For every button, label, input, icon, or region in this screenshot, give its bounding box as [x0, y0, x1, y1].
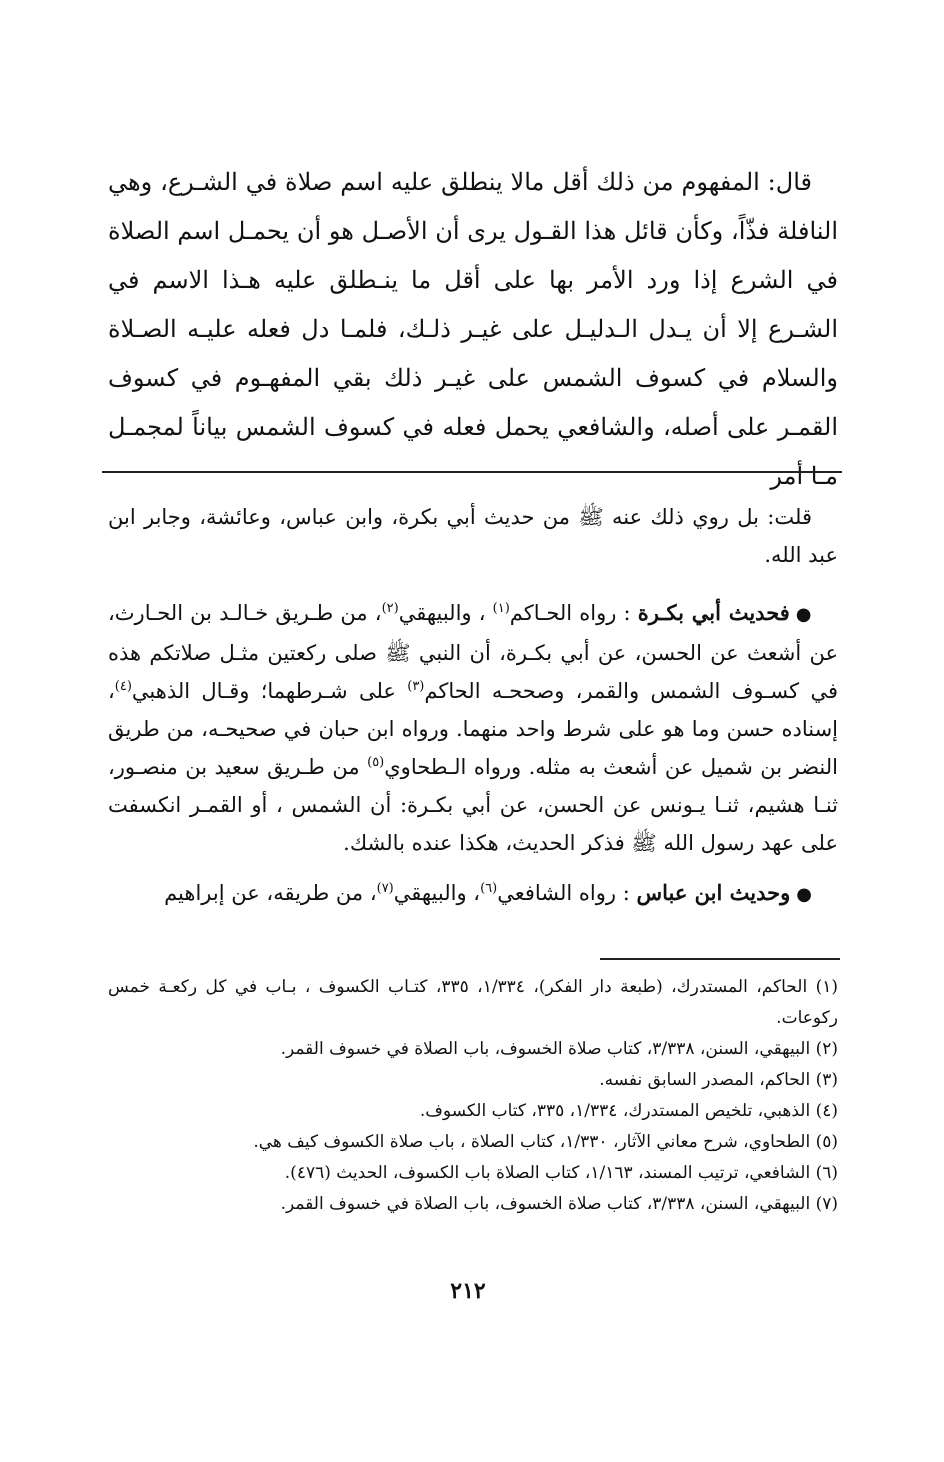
bullet-icon: ●	[796, 884, 812, 905]
bullet-icon: ●	[795, 604, 812, 625]
abi-bakra-heading: فحديث أبي بكـرة	[637, 600, 790, 625]
page-number	[0, 1278, 944, 1304]
footnote-ref: (٣)	[407, 679, 425, 694]
section-divider	[102, 471, 842, 473]
footnotes-block	[108, 972, 838, 1220]
footnotes-divider	[600, 958, 840, 960]
text-segment: ، والبيهقي	[398, 601, 493, 625]
ibn-abbas-heading: وحديث ابن عباس	[636, 880, 791, 905]
footnote-ref: (٤)	[114, 679, 132, 694]
text-segment: على شـرطهما؛ وقـال الذهبي	[131, 679, 408, 703]
text-segment: ، إسناده حسن وما هو على شرط واحد منهما. ورواه ابن حبان في صحيحـه، من طريق النضر بن شميل عن أشعث به مثله. ورواه الـطحاوي	[108, 679, 838, 779]
footnote-7: (٧) البيهقي، السنن، ٣/٣٣٨، كتاب صلاة الخسوف، باب الصلاة في خسوف القمر.	[280, 1194, 838, 1214]
abi-bakra-paragraph	[108, 594, 838, 862]
footnote-ref: (٦)	[480, 881, 498, 896]
text-segment: ، من طـريق خـالـد بن الحـارث، عن أشعث عن الحسن، عن أبي بكـرة، أن النبي ﷺ صلى ركعتين مثـل صلاتكم هذه في كسـوف الشمس والقمر، وصححـه الحاكم	[108, 601, 838, 703]
text-segment: : رواه الحـاكم	[509, 601, 638, 625]
footnote-6: (٦) الشافعي، ترتيب المسند، ١/١٦٣، كتاب الصلاة باب الكسوف، الحديث (٤٧٦).	[284, 1163, 838, 1183]
ibn-abbas-paragraph	[108, 874, 838, 914]
commentary-block	[108, 498, 838, 926]
footnote-5: (٥) الطحاوي، شرح معاني الآثار، ١/٣٣٠، كتاب الصلاة ، باب صلاة الكسوف كيف هي.	[253, 1132, 838, 1152]
footnote-ref: (١)	[492, 601, 510, 616]
text-segment: : رواه الشافعي	[497, 881, 637, 905]
footnote-1: (١) الحاكم، المستدرك، (طبعة دار الفكر)، ١/٣٣٤، ٣٣٥، كتـاب الكسوف ، بـاب في كل ركعـة خمس ركوعات.	[108, 977, 838, 1028]
footnote-ref: (٧)	[376, 881, 394, 896]
footnote-ref: (٥)	[367, 755, 385, 770]
text-segment: ، من طريقه، عن إبراهيم	[164, 881, 377, 905]
footnote-ref: (٢)	[381, 601, 399, 616]
footnote-3: (٣) الحاكم، المصدر السابق نفسه.	[599, 1070, 838, 1090]
text-segment: من طـريق سعيد بن منصـور، ثنـا هشيم، ثنـا يـونس عن الحسن، عن أبي بكـرة: أن الشمس ، أو القمـر انكسفت على عهد رسول الله ﷺ فذكر الحديث، هكذا عنده بالشك.	[108, 755, 838, 855]
page-number-value: ٢١٢	[450, 1278, 486, 1304]
main-paragraph: قال: المفهوم من ذلك أقل مالا ينطلق عليه اسم صلاة في الشـرع، وهي النافلة فذّاً، وكأن قائل هذا القـول يرى أن الأصـل هو أن يحمـل اسم الصلاة في الشرع إذا ورد الأمر بها على أقل ما ينـطلق عليه هـذا الاسم في الشـرع إلا أن يـدل الـدليـل على غيـر ذلـك، فلمـا دل فعله عليـه الصـلاة والسلام في كسوف الشمس على غيـر ذلك بقي المفهـوم في كسوف القمـر على أصله، والشافعي يحمل فعله في كسوف الشمس بياناً لمجمـل مـا أمر	[108, 168, 838, 490]
commentary-intro: قلت: بل روي ذلك عنه ﷺ من حديث أبي بكرة، وابن عباس، وعائشة، وجابر ابن عبد الله.	[108, 505, 838, 567]
text-segment: ، والبيهقي	[393, 881, 481, 905]
footnote-2: (٢) البيهقي، السنن، ٣/٣٣٨، كتاب صلاة الخسوف، باب الصلاة في خسوف القمر.	[280, 1039, 838, 1059]
main-text-block	[108, 158, 838, 501]
footnote-4: (٤) الذهبي، تلخيص المستدرك، ١/٣٣٤، ٣٣٥، كتاب الكسوف.	[419, 1101, 838, 1121]
